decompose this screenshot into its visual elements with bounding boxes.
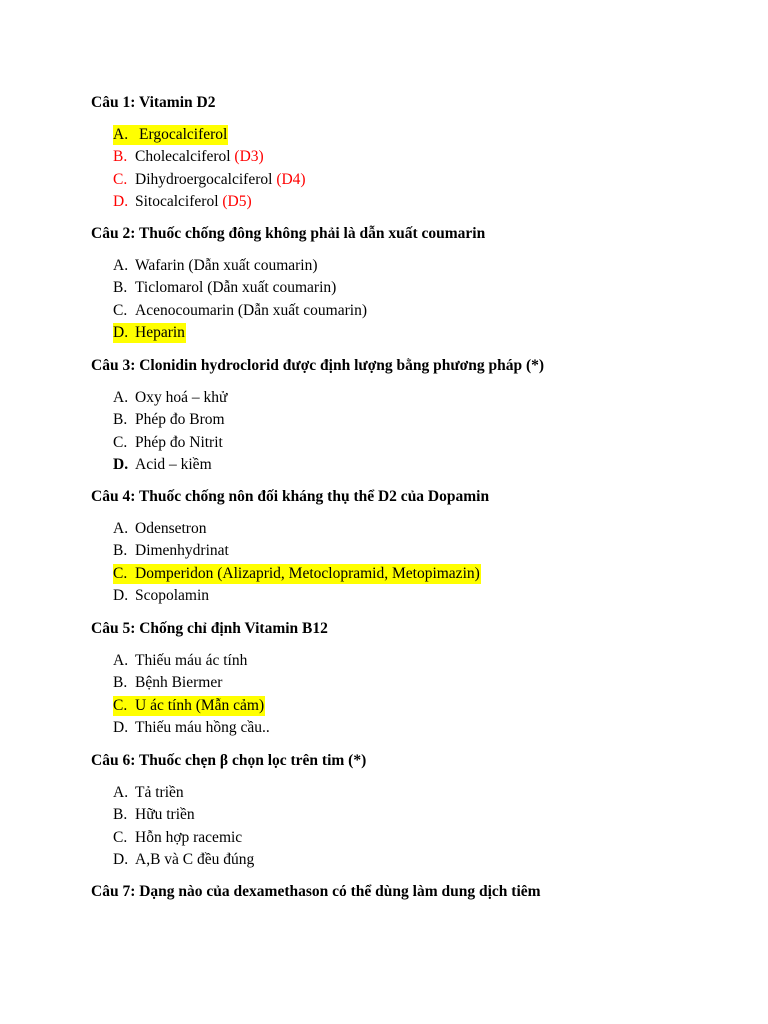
option-letter: A.	[113, 389, 129, 406]
option-note: (D5)	[222, 192, 252, 210]
option-text: Dimenhydrinat	[135, 542, 229, 560]
option-letter: B.	[113, 148, 128, 166]
option-list	[91, 124, 711, 213]
option-letter: C.	[113, 564, 128, 582]
option-note: (D3)	[234, 148, 264, 166]
option-letter: C.	[113, 433, 128, 451]
option-a	[113, 255, 711, 277]
option-text: Wafarin (Dẫn xuất coumarin)	[135, 257, 318, 274]
option-letter: C.	[113, 696, 128, 714]
option-letter: B.	[113, 279, 128, 297]
option-c	[113, 169, 711, 191]
question-title: Câu 3: Clonidin hydroclorid được định lượng bằng phương pháp (*)	[91, 357, 545, 374]
question-6	[91, 750, 711, 871]
option-b	[113, 672, 711, 694]
option-c	[113, 432, 711, 454]
option-highlight	[113, 125, 228, 145]
option-highlight	[113, 696, 265, 716]
question-1	[91, 92, 711, 213]
option-text: Dihydroergocalciferol	[135, 170, 273, 188]
question-3	[91, 355, 711, 476]
option-letter: B.	[113, 674, 128, 692]
option-text: U ác tính (Mẫn cảm)	[135, 696, 265, 714]
option-list	[91, 782, 711, 871]
option-a	[113, 782, 711, 804]
option-list	[91, 387, 711, 476]
option-note: (D4)	[276, 170, 306, 188]
option-text: Odensetron	[135, 520, 207, 537]
option-text: Oxy hoá – khử	[135, 389, 228, 406]
question-title: Câu 7: Dạng nào của dexamethason có thể dùng làm dung dịch tiêm	[91, 883, 541, 900]
option-d	[113, 454, 711, 476]
option-letter: D.	[113, 455, 129, 473]
option-letter: D.	[113, 718, 129, 736]
option-text: Cholecalciferol	[135, 148, 231, 166]
option-highlight	[113, 564, 481, 584]
option-c	[113, 300, 711, 322]
option-text: Heparin	[135, 323, 185, 341]
option-text: A,B và C đều đúng	[135, 850, 255, 868]
option-text: Hữu triền	[135, 806, 195, 824]
option-text: Thiếu máu hồng cầu..	[135, 718, 270, 736]
question-title: Câu 1: Vitamin D2	[91, 94, 216, 111]
option-text: Acid – kiềm	[135, 455, 212, 473]
option-letter: C.	[113, 828, 128, 846]
option-a	[113, 124, 711, 146]
option-letter: B.	[113, 411, 128, 429]
option-letter: A.	[113, 257, 129, 274]
question-title: Câu 4: Thuốc chống nôn đối kháng thụ thể D2 của Dopamin	[91, 488, 490, 505]
option-text: Sitocalciferol	[135, 192, 219, 210]
question-title: Câu 2: Thuốc chống đông không phải là dẫn xuất coumarin	[91, 225, 486, 242]
question-5	[91, 618, 711, 739]
option-text: Tả triền	[135, 784, 184, 801]
question-4	[91, 486, 711, 607]
option-letter: A.	[113, 520, 129, 537]
option-list	[91, 255, 711, 344]
option-b	[113, 146, 711, 168]
option-text: Domperidon (Alizaprid, Metoclopramid, Metopimazin)	[135, 564, 480, 582]
option-letter: B.	[113, 542, 128, 560]
question-7	[91, 881, 711, 903]
option-b	[113, 540, 711, 562]
option-list	[91, 518, 711, 607]
option-b	[113, 409, 711, 431]
option-text: Ticlomarol (Dẫn xuất coumarin)	[135, 279, 337, 297]
option-d	[113, 322, 711, 344]
option-d	[113, 849, 711, 871]
question-title: Câu 5: Chống chỉ định Vitamin B12	[91, 620, 328, 637]
option-a	[113, 387, 711, 409]
option-d	[113, 717, 711, 739]
option-text: Bệnh Biermer	[135, 674, 223, 692]
option-letter: C.	[113, 170, 128, 188]
option-b	[113, 804, 711, 826]
option-text: Ergocalciferol	[139, 126, 228, 143]
option-text: Thiếu máu ác tính	[135, 652, 248, 669]
option-letter: D.	[113, 323, 129, 341]
option-text: Scopolamin	[135, 586, 210, 604]
option-text: Acenocoumarin (Dẫn xuất coumarin)	[135, 301, 367, 319]
option-d	[113, 191, 711, 213]
option-list	[91, 650, 711, 739]
option-c	[113, 827, 711, 849]
option-a	[113, 518, 711, 540]
option-letter: D.	[113, 850, 129, 868]
option-letter: D.	[113, 192, 129, 210]
option-a	[113, 650, 711, 672]
option-b	[113, 277, 711, 299]
option-text: Hỗn hợp racemic	[135, 828, 243, 846]
option-c	[113, 563, 711, 585]
option-letter: A.	[113, 126, 129, 143]
option-letter: C.	[113, 301, 128, 319]
question-2	[91, 223, 711, 344]
option-letter: D.	[113, 586, 129, 604]
option-text: Phép đo Brom	[135, 411, 225, 429]
question-title: Câu 6: Thuốc chẹn β chọn lọc trên tim (*)	[91, 752, 367, 769]
option-text: Phép đo Nitrit	[135, 433, 223, 451]
option-d	[113, 585, 711, 607]
option-c	[113, 695, 711, 717]
option-letter: A.	[113, 652, 129, 669]
option-letter: B.	[113, 806, 128, 824]
option-letter: A.	[113, 784, 129, 801]
option-highlight	[113, 323, 186, 343]
